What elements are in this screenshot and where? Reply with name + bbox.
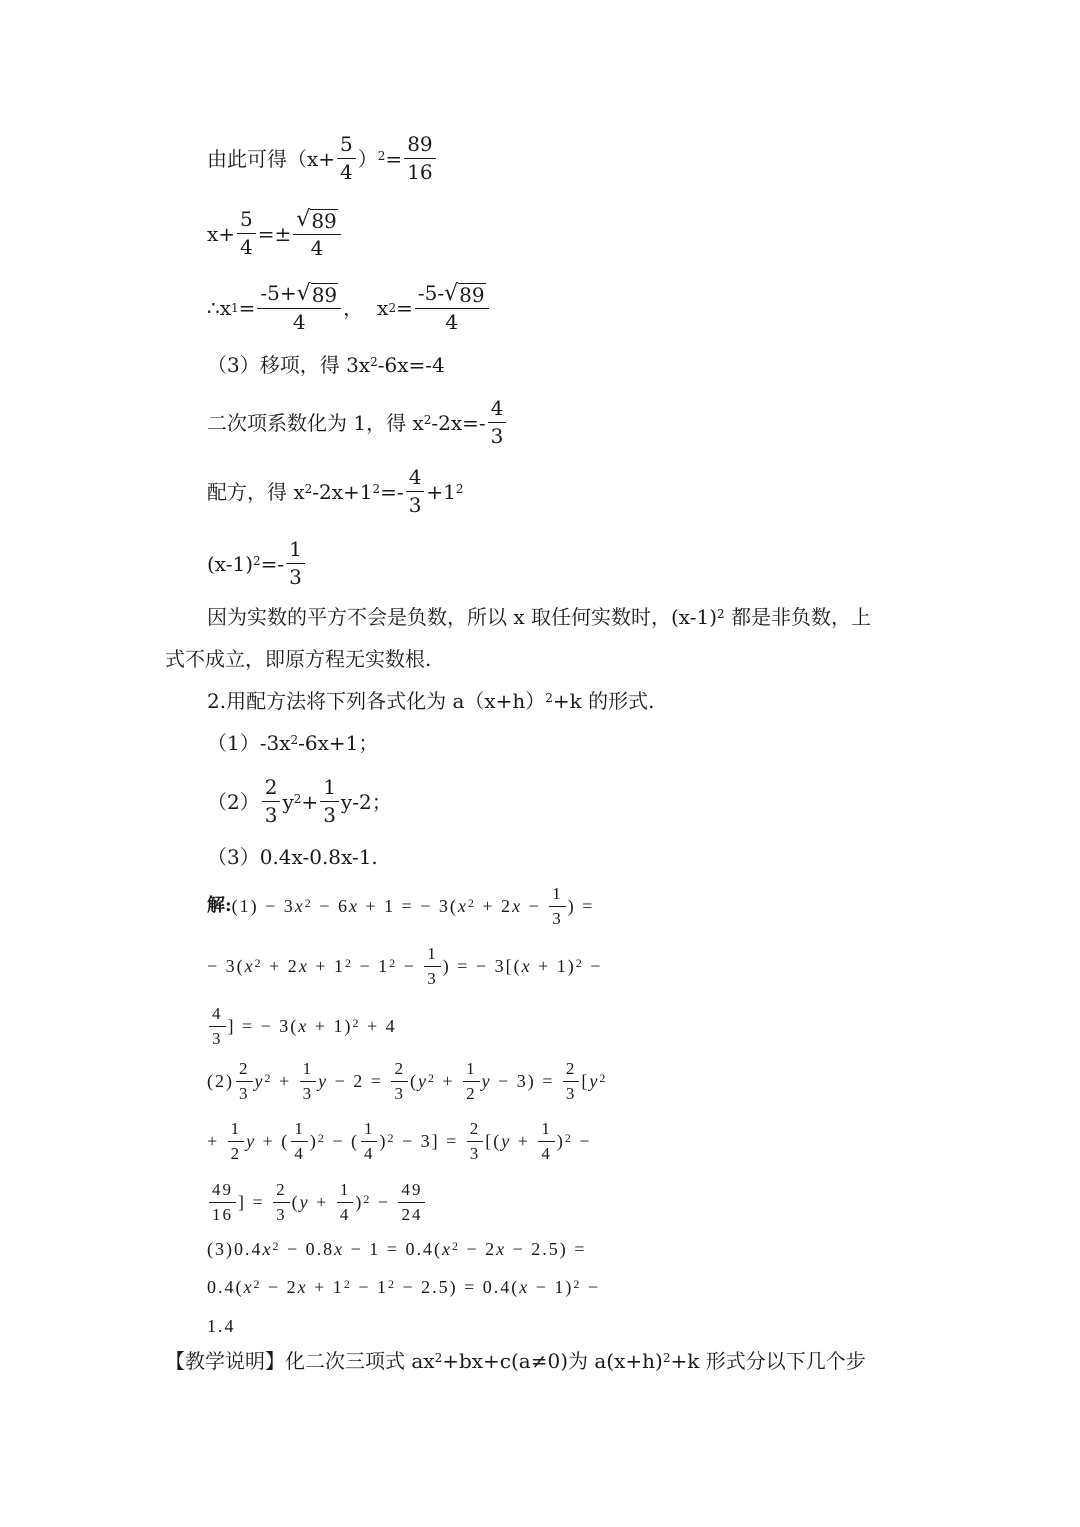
text: + 1) — [531, 956, 576, 977]
numerator: 4 — [209, 1004, 226, 1027]
variable: x — [519, 1277, 530, 1297]
text: − — [371, 1192, 397, 1213]
text: − ( — [325, 1131, 359, 1152]
text: =- — [380, 479, 404, 504]
text: (3)0.4 — [207, 1239, 263, 1259]
numerator — [293, 207, 340, 235]
denominator: 3 — [264, 803, 278, 827]
fraction — [273, 1180, 290, 1224]
text: -6x=-4 — [377, 353, 445, 377]
text: − 3( — [207, 956, 245, 977]
denominator: 4 — [292, 310, 306, 335]
fraction — [467, 1119, 484, 1163]
text: ) — [355, 1192, 364, 1213]
variable: y — [501, 1131, 512, 1152]
radical — [296, 207, 337, 232]
equation-line-5: 二次项系数化为 1，得 x $^2$ -2x=- $\frac{4}{3}$ — [207, 397, 508, 448]
fraction — [424, 944, 441, 988]
text: +1 — [426, 479, 456, 504]
variable: x — [512, 896, 523, 917]
equation-line-2 — [207, 207, 343, 260]
sqrt-symbol: √ — [444, 281, 459, 306]
numerator: 5 — [337, 133, 356, 159]
text: (1) − 3 — [231, 896, 295, 917]
text: − 3) = — [491, 1071, 561, 1092]
variable: x — [441, 1239, 452, 1259]
text: − 1 = 0.4( — [344, 1239, 442, 1259]
text: -2x+1 — [312, 479, 373, 504]
sqrt-symbol: √ — [296, 281, 311, 306]
text: + — [309, 1192, 335, 1213]
teaching-note: 【教学说明】化二次三项式 ax $^2$ +bx+c(a≠0)为 a(x+h) $^2$ +k 形式分以下几个步 — [165, 1349, 866, 1373]
numerator: 1 — [320, 776, 339, 802]
fraction — [488, 397, 507, 448]
numerator: 1 — [337, 1180, 354, 1203]
denominator: 3 — [323, 803, 336, 827]
text: + ( — [256, 1131, 290, 1152]
variable: y — [299, 1192, 310, 1213]
numerator: 1 — [300, 1059, 317, 1082]
fraction — [406, 466, 425, 517]
fraction — [293, 207, 340, 260]
denominator: 3 — [565, 1083, 577, 1103]
radicand: 89 — [311, 283, 338, 308]
denominator: 2 — [230, 1143, 242, 1163]
solution-line-8: 0.4( x $^2$ − 2 x + 1 $^2$ − 1 $^2$ − 2.5) = 0.4( x − 1) $^2$ − — [207, 1277, 601, 1297]
numerator: 1 — [424, 944, 441, 967]
denominator: 3 — [394, 1083, 405, 1103]
question-2-item-2: （2） $\frac{2}{3}$ y $^2$ + $\frac{1}{3}$ y-2； — [207, 775, 392, 827]
fraction — [415, 281, 489, 334]
text: =± — [257, 221, 292, 246]
text: （3）0.4x-0.8x-1. — [207, 845, 378, 869]
numerator: 1 — [228, 1119, 245, 1142]
text: − 1 — [351, 1277, 388, 1297]
denominator: 16 — [212, 1204, 233, 1224]
fraction — [538, 1119, 555, 1163]
text: -2x=- — [431, 410, 486, 435]
solution-line-7: (3)0.4 x $^2$ − 0.8 x − 1 = 0.4( x $^2$ − 2 x − 2.5) = — [207, 1239, 587, 1259]
radical — [444, 281, 485, 306]
numerator: 1 — [549, 884, 566, 907]
solution-line-4: (2) $\frac{2}{3}$ y $^2$ + $\frac{1}{3}$ y − 2 = $\frac{2}{3}$ ( y $^2$ + $\frac{1}{2}$ y − 3) = $\frac{2}{3}$ [ y $^2$ — [207, 1059, 608, 1103]
solution-line-9 — [207, 1317, 236, 1335]
numerator: 49 — [209, 1180, 236, 1203]
text: 都是非负数，上 — [724, 605, 872, 629]
text: 由此可得（x+ — [207, 146, 336, 171]
numerator: 1 — [361, 1119, 378, 1142]
denominator: 3 — [276, 1204, 287, 1224]
numerator: 2 — [391, 1059, 408, 1082]
numerator: 1 — [286, 538, 305, 564]
solution-line-5: + $\frac{1}{2}$ y + ( $\frac{1}{4}$ ) $^2$ − ( $\frac{1}{4}$ ) $^2$ − 3] = $\frac{2}{3}$ [( y + $\frac{1}{4}$ ) $^2$ − — [207, 1119, 592, 1163]
text: 配方，得 x — [207, 479, 305, 504]
denominator: 3 — [552, 908, 563, 928]
solution-line-6: $\frac{49}{16}$ ] = $\frac{2}{3}$ ( y + $\frac{1}{4}$ ) $^2$ − $\frac{49}{24}$ — [207, 1180, 427, 1224]
text: x — [377, 295, 389, 320]
question-2-item-3 — [207, 847, 378, 867]
text: 【教学说明】化二次三项式 ax — [165, 1349, 435, 1373]
text: x+ — [207, 221, 236, 246]
text: 式不成立，即原方程无实数根. — [165, 647, 432, 671]
text: − 2.5) = 0.4( — [395, 1277, 520, 1297]
denominator: 3 — [212, 1028, 223, 1048]
text: + 2 — [475, 896, 513, 917]
text: （2） — [207, 789, 260, 814]
variable: x — [521, 956, 532, 977]
fraction — [209, 1004, 226, 1048]
numerator: 2 — [273, 1180, 290, 1203]
fraction — [404, 133, 435, 184]
text: (x-1) — [207, 551, 254, 576]
text: = — [385, 146, 403, 171]
text: ) = — [567, 896, 595, 917]
text: + 4 — [360, 1016, 397, 1037]
text: − — [397, 956, 423, 977]
equation-line-1: 由此可得（x+ $\frac{5}{4}$ ） $^2$ = $\frac{89}{16}$ — [207, 133, 438, 184]
text: ) — [556, 1131, 565, 1152]
text: = — [396, 295, 413, 320]
numerator: 2 — [262, 776, 281, 802]
denominator: 3 — [302, 1083, 314, 1103]
text: + — [301, 789, 319, 814]
text: +bx+c(a≠0)为 a(x+h) — [442, 1349, 663, 1373]
text: (2) — [207, 1071, 234, 1092]
equation-line-6: 配方，得 x $^2$ -2x+1 $^2$ =- $\frac{4}{3}$ +1 $^2$ — [207, 465, 464, 517]
fraction — [361, 1119, 378, 1163]
text: + — [435, 1071, 462, 1092]
text: 2.用配方法将下列各式化为 a（x+h） — [207, 689, 546, 713]
variable: y — [417, 1071, 428, 1092]
variable: x — [294, 896, 305, 917]
text: − — [581, 1277, 601, 1297]
numerator: 1 — [463, 1059, 480, 1082]
denominator: 3 — [239, 1083, 250, 1103]
text: + — [207, 1131, 226, 1152]
text: y — [282, 789, 294, 814]
text: − 1 — [352, 956, 390, 977]
numerator — [415, 281, 489, 309]
text: − 1) — [529, 1277, 574, 1297]
text: − 2 — [459, 1239, 497, 1259]
paragraph-line-1: 因为实数的平方不会是负数，所以 x 取任何实数时，(x-1) $^2$ 都是非负数，上 — [207, 605, 872, 629]
text: − — [583, 956, 603, 977]
text: -5+ — [260, 281, 297, 305]
numerator: 2 — [236, 1059, 253, 1082]
text: + 1 — [308, 956, 345, 977]
fraction — [291, 1119, 308, 1163]
text: − 2.5) = — [506, 1239, 587, 1259]
fraction — [236, 1059, 253, 1103]
denominator: 4 — [363, 1143, 375, 1163]
text: + 2 — [262, 956, 299, 977]
text: + 1) — [308, 1016, 353, 1037]
variable: y — [246, 1131, 257, 1152]
text: ) — [379, 1131, 388, 1152]
numerator: 2 — [563, 1059, 580, 1082]
variable: y — [589, 1071, 600, 1092]
denominator: 24 — [401, 1204, 423, 1224]
text: -5- — [417, 281, 445, 305]
text: [( — [485, 1131, 502, 1152]
denominator: 4 — [541, 1143, 552, 1163]
fraction — [209, 1180, 236, 1224]
numerator: 49 — [398, 1180, 425, 1203]
numerator: 89 — [404, 133, 435, 159]
text: + 1 — [307, 1277, 344, 1297]
text: − 2 = — [328, 1071, 390, 1092]
variable: x — [297, 1277, 308, 1297]
denominator: 16 — [407, 160, 433, 184]
fraction — [549, 884, 566, 928]
denominator: 4 — [310, 236, 324, 261]
text: − 6 — [312, 896, 349, 917]
radical — [297, 281, 338, 306]
question-2-title: 2.用配方法将下列各式化为 a（x+h） $^2$ +k 的形式. — [207, 689, 655, 713]
variable: x — [298, 1016, 309, 1037]
fraction — [463, 1059, 480, 1103]
equation-line-3: ∴x 1 = -5+ √ 89 4 ， x 2 = -5- √ 89 4 — [207, 281, 491, 334]
variable: x — [243, 1277, 254, 1297]
text: = — [238, 295, 256, 320]
denominator: 3 — [408, 493, 422, 517]
text: （1）-3x — [207, 731, 291, 755]
fraction — [257, 281, 341, 334]
variable: x — [457, 896, 468, 917]
fraction — [262, 776, 281, 827]
paragraph-line-2 — [165, 649, 431, 669]
denominator: 4 — [294, 1143, 305, 1163]
question-2-item-1: （1）-3x $^2$ -6x+1； — [207, 731, 379, 755]
denominator: 4 — [340, 160, 353, 184]
text: ∴x — [207, 295, 232, 320]
fraction — [286, 538, 305, 589]
text: ] = — [238, 1192, 272, 1213]
numerator — [257, 281, 341, 309]
text: − — [522, 896, 548, 917]
text: -6x+1； — [298, 731, 379, 755]
denominator: 3 — [490, 424, 504, 448]
text: 1.4 — [207, 1316, 236, 1336]
numerator: 1 — [538, 1119, 555, 1142]
solution-line-3: $\frac{4}{3}$ ] = − 3( x + 1) $^2$ + 4 — [207, 1004, 397, 1048]
text: + — [272, 1071, 298, 1092]
numerator: 2 — [467, 1119, 484, 1142]
radicand: 89 — [311, 209, 337, 234]
text: [ — [581, 1071, 590, 1092]
denominator: 3 — [427, 968, 438, 988]
sqrt-symbol: √ — [296, 207, 311, 232]
solution-line-2: − 3( x $^2$ + 2 x + 1 $^2$ − 1 $^2$ − $\frac{1}{3}$ ) = − 3[( x + 1) $^2$ − — [207, 944, 603, 988]
variable: y — [318, 1071, 329, 1092]
fraction — [337, 1180, 354, 1224]
text: +k 形式分以下几个步 — [670, 1349, 866, 1373]
fraction — [337, 133, 356, 184]
text: +k 的形式. — [552, 689, 655, 713]
numerator: 4 — [488, 397, 507, 423]
variable: y — [254, 1071, 265, 1092]
text: ) = − 3[( — [442, 956, 522, 977]
fraction — [391, 1059, 408, 1103]
text: 二次项系数化为 1，得 x — [207, 410, 424, 435]
text: − 2 — [261, 1277, 298, 1297]
solution-label: 解: — [207, 895, 232, 917]
fraction — [228, 1119, 245, 1163]
variable: x — [262, 1239, 273, 1259]
variable: y — [481, 1071, 492, 1092]
fraction — [320, 776, 339, 827]
text: − 0.8 — [280, 1239, 335, 1259]
solution-line-1: 解: (1) − 3 x $^2$ − 6 x + 1 = − 3( x $^2$ + 2 x − $\frac{1}{3}$ ) = — [207, 884, 595, 928]
text: y-2； — [340, 789, 392, 814]
fraction — [398, 1180, 425, 1224]
text: ( — [291, 1192, 300, 1213]
fraction — [300, 1059, 317, 1103]
text: + 1 = − 3( — [358, 896, 458, 917]
text: − — [572, 1131, 592, 1152]
text: + — [511, 1131, 537, 1152]
fraction — [563, 1059, 580, 1103]
equation-line-4: （3）移项，得 3x $^2$ -6x=-4 — [207, 353, 445, 377]
text: − 3] = — [395, 1131, 465, 1152]
text: （3）移项，得 3x — [207, 353, 371, 377]
numerator: 5 — [237, 208, 256, 234]
variable: x — [298, 956, 309, 977]
variable: x — [334, 1239, 345, 1259]
fraction — [237, 208, 256, 259]
variable: x — [496, 1239, 507, 1259]
numerator: 4 — [406, 466, 425, 492]
text: ） — [357, 146, 378, 171]
text: ) — [309, 1131, 318, 1152]
denominator: 2 — [466, 1083, 477, 1103]
text: ( — [409, 1071, 418, 1092]
text: ] = − 3( — [227, 1016, 299, 1037]
variable: x — [244, 956, 255, 977]
denominator: 3 — [469, 1143, 481, 1163]
denominator: 4 — [445, 310, 459, 335]
text: ， — [343, 295, 364, 320]
numerator: 1 — [291, 1119, 308, 1142]
text: 因为实数的平方不会是负数，所以 x 取任何实数时，(x-1) — [207, 605, 718, 629]
denominator: 3 — [289, 565, 302, 589]
text: 0.4( — [207, 1277, 244, 1297]
variable: x — [348, 896, 359, 917]
denominator: 4 — [240, 235, 253, 260]
denominator: 4 — [339, 1204, 351, 1224]
equation-line-7: (x-1) $^2$ =- $\frac{1}{3}$ — [207, 538, 307, 589]
radicand: 89 — [459, 283, 485, 308]
text: =- — [260, 551, 285, 576]
